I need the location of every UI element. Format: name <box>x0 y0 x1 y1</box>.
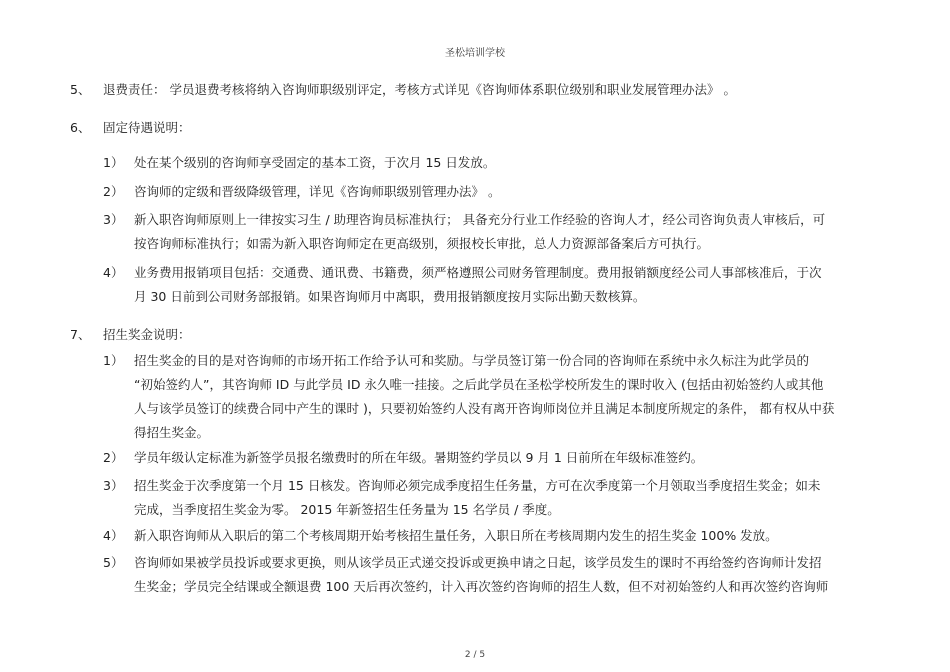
item-number: 3） <box>103 212 124 227</box>
item-line: 完成，当季度招生奖金为零。 2015 年新签招生任务量为 15 名学员 / 季度。 <box>134 502 560 517</box>
item-line: 新入职咨询师从入职后的第二个考核周期开始考核招生量任务，入职日所在考核周期内发生的招生奖金 100% 发放。 <box>134 528 778 543</box>
item-number: 2） <box>103 450 124 465</box>
item-number: 5） <box>103 555 124 570</box>
section-number: 5、 <box>70 82 91 97</box>
section-title: 固定待遇说明： <box>103 120 191 135</box>
item-line: 处在某个级别的咨询师享受固定的基本工资，于次月 15 日发放。 <box>134 155 496 170</box>
section-text: 退费责任： 学员退费考核将纳入咨询师职级别评定，考核方式详见《咨询师体系职位级别和职业发展管理办法》 。 <box>103 82 736 97</box>
item-number: 1） <box>103 353 124 368</box>
item-line: 业务费用报销项目包括：交通费、通讯费、书籍费，须严格遵照公司财务管理制度。费用报销额度经公司人事部核准后，于次 <box>134 265 822 280</box>
item-line: 得招生奖金。 <box>134 425 210 440</box>
item-number: 4） <box>103 265 124 280</box>
item-number: 1） <box>103 155 124 170</box>
item-line: 招生奖金的目的是对咨询师的市场开拓工作给予认可和奖励。与学员签订第一份合同的咨询师在系统中永久标注为此学员的 <box>134 353 810 368</box>
item-line: 招生奖金于次季度第一个月 15 日核发。咨询师必须完成季度招生任务量，方可在次季度第一个月领取当季度招生奖金；如未 <box>134 478 821 493</box>
section-number: 7、 <box>70 327 91 342</box>
item-number: 2） <box>103 184 124 199</box>
item-line: 人与该学员签订的续费合同中产生的课时 )，只要初始签约人没有离开咨询师岗位并且满足本制度所规定的条件， 都有权从中获 <box>134 401 835 416</box>
item-line: 月 30 日前到公司财务部报销。如果咨询师月中离职，费用报销额度按月实际出勤天数核算。 <box>134 289 646 304</box>
item-line: 学员年级认定标准为新签学员报名缴费时的所在年级。暑期签约学员以 9 月 1 日前所在年级标准签约。 <box>134 450 704 465</box>
item-line: 咨询师如果被学员投诉或要求更换，则从该学员正式递交投诉或更换申请之日起，该学员发生的课时不再给签约咨询师计发招 <box>134 555 822 570</box>
item-line: 咨询师的定级和晋级降级管理，详见《咨询师职级别管理办法》 。 <box>134 184 501 199</box>
item-line: 新入职咨询师原则上一律按实习生 / 助理咨询员标准执行； 具备充分行业工作经验的咨询人才，经公司咨询负责人审核后，可 <box>134 212 826 227</box>
section-title: 招生奖金说明： <box>103 327 191 342</box>
page-number: 2 / 5 <box>464 650 486 660</box>
item-line: 生奖金；学员完全结课或全额退费 100 天后再次签约，计入再次签约咨询师的招生人数，但不对初始签约人和再次签约咨询师 <box>134 579 829 594</box>
item-line: 按咨询师标准执行；如需为新入职咨询师定在更高级别，须报校长审批，总人力资源部备案后方可执行。 <box>134 236 710 251</box>
section-number: 6、 <box>70 120 91 135</box>
item-number: 3） <box>103 478 124 493</box>
item-number: 4） <box>103 528 124 543</box>
item-line: “初始签约人”，其咨询师 ID 与此学员 ID 永久唯一挂接。之后此学员在圣松学校所发生的课时收入 (包括由初始签约人或其他 <box>134 377 824 392</box>
page-header: 圣松培训学校 <box>445 48 505 59</box>
